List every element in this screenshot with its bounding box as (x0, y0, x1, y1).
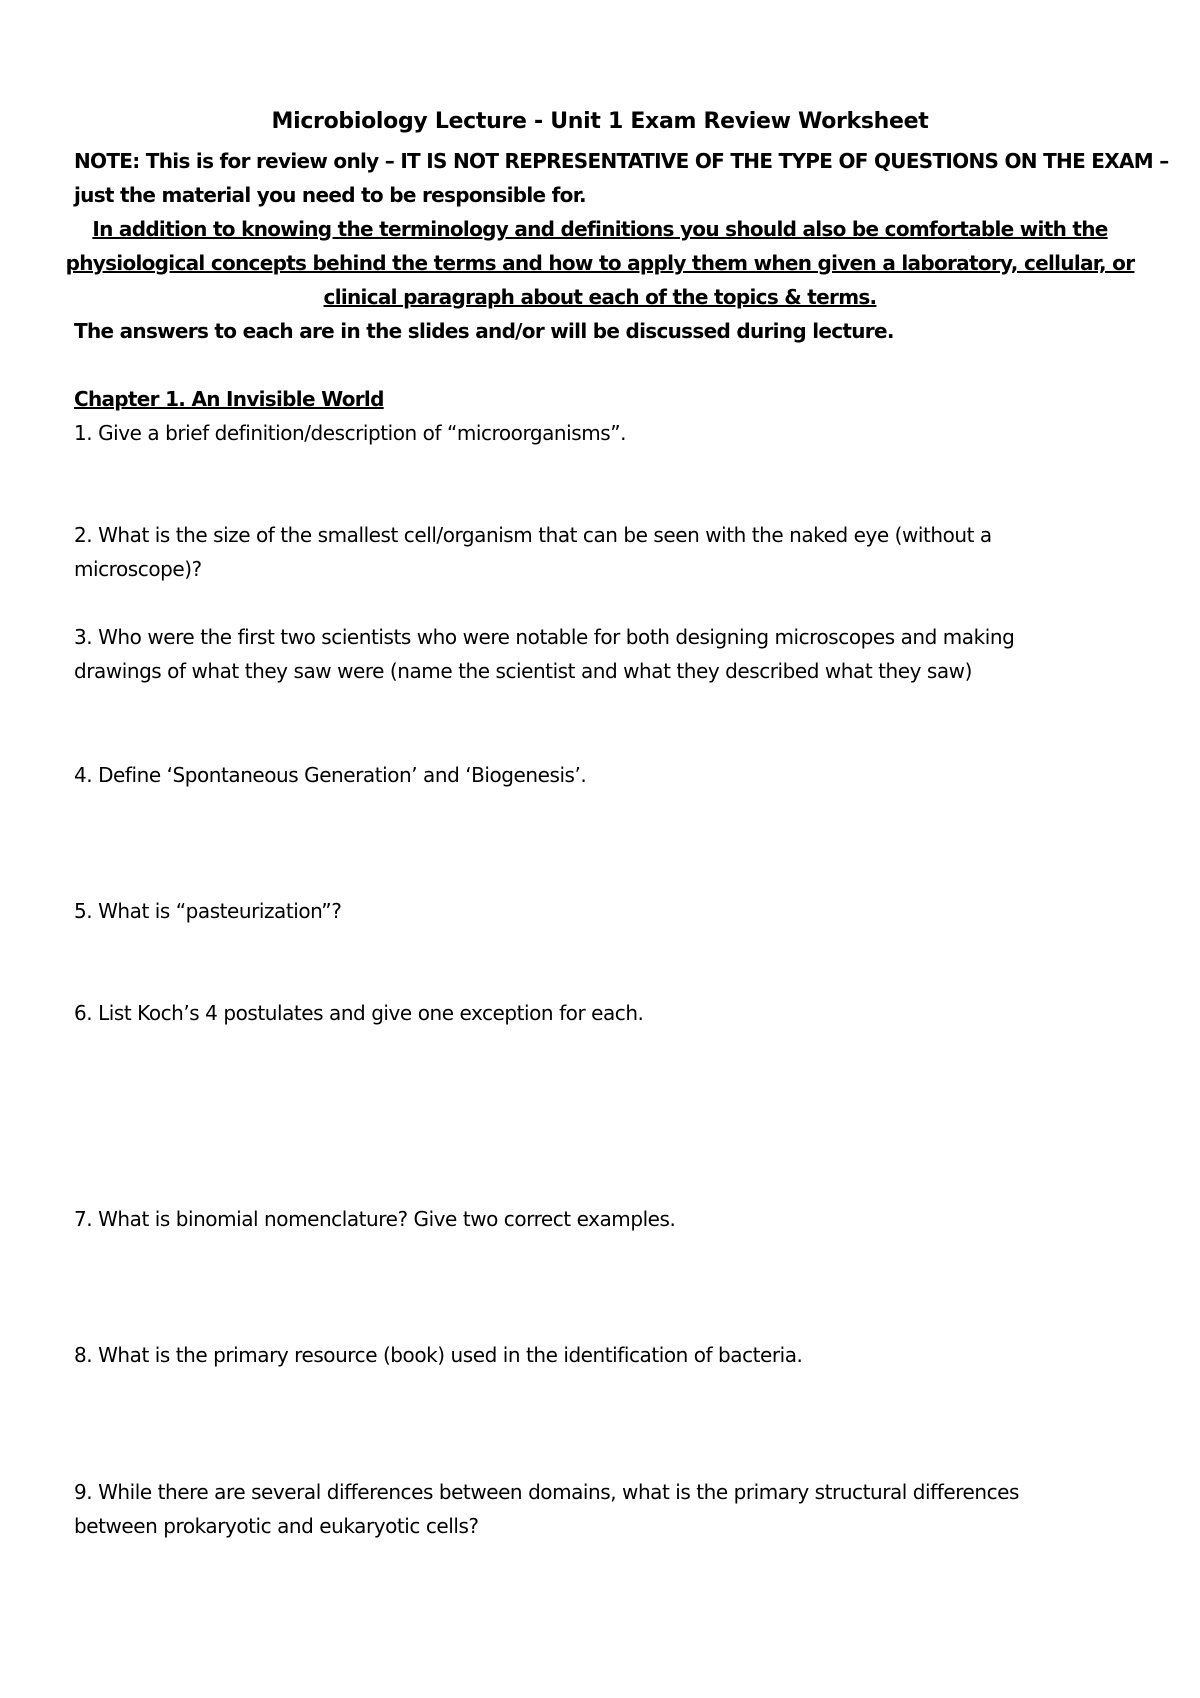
answers-note: The answers to each are in the slides and/or will be discussed during lecture. (74, 319, 894, 343)
question-2-line-2: microscope)? (74, 557, 202, 581)
question-1: 1. Give a brief definition/description of “microorganisms”. (74, 421, 627, 445)
question-3-line-2: drawings of what they saw were (name the scientist and what they described what they saw) (74, 659, 972, 683)
note-line-1: NOTE: This is for review only – IT IS NOT REPRESENTATIVE OF THE TYPE OF QUESTIONS ON THE EXAM – (74, 149, 1169, 173)
emphasis-line-1: In addition to knowing the terminology and definitions you should also be comfortable with the (92, 217, 1108, 241)
question-7: 7. What is binomial nomenclature? Give two correct examples. (74, 1207, 676, 1231)
question-3-line-1: 3. Who were the first two scientists who were notable for both designing microscopes and making (74, 625, 1015, 649)
page-title: Microbiology Lecture - Unit 1 Exam Review Worksheet (271, 109, 929, 134)
question-6: 6. List Koch’s 4 postulates and give one exception for each. (74, 1001, 644, 1025)
question-5: 5. What is “pasteurization”? (74, 899, 342, 923)
emphasis-line-2: physiological concepts behind the terms and how to apply them when given a laboratory, cellular, or (65, 251, 1135, 275)
question-2-line-1: 2. What is the size of the smallest cell/organism that can be seen with the naked eye (without a (74, 523, 992, 547)
question-4: 4. Define ‘Spontaneous Generation’ and ‘Biogenesis’. (74, 763, 587, 787)
question-8: 8. What is the primary resource (book) used in the identification of bacteria. (74, 1343, 803, 1367)
chapter-heading: Chapter 1. An Invisible World (74, 387, 384, 411)
emphasis-line-3: clinical paragraph about each of the topics & terms. (323, 285, 877, 309)
question-9-line-1: 9. While there are several differences between domains, what is the primary structural differences (74, 1480, 1019, 1504)
question-9-line-2: between prokaryotic and eukaryotic cells? (74, 1514, 479, 1538)
note-line-2: just the material you need to be responsible for. (74, 183, 586, 207)
